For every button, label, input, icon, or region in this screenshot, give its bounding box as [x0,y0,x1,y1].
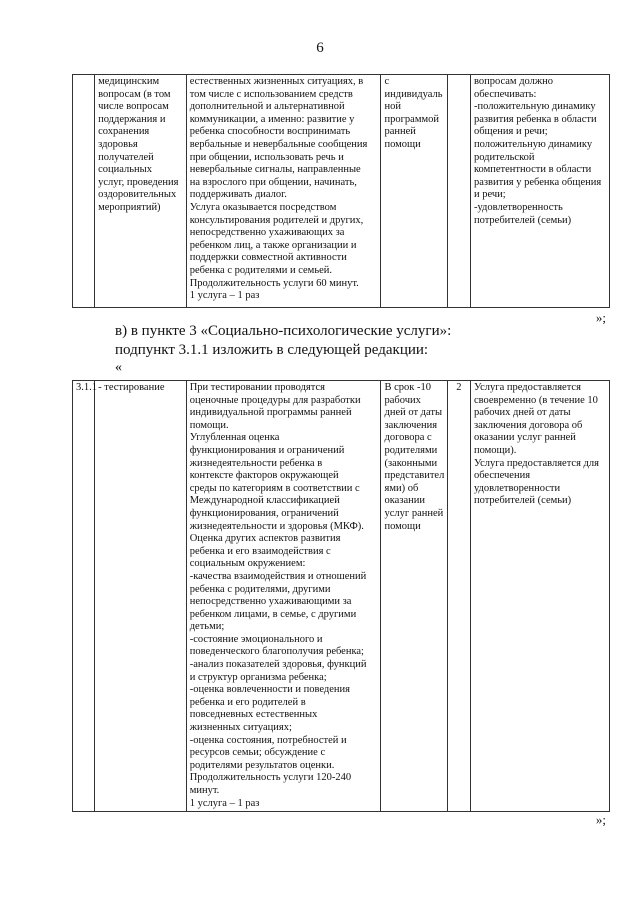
text-line: оказании [384,495,426,507]
text-line: положительную динамику [473,138,593,150]
page-number: 6 [316,40,324,56]
cell-service-description [186,75,381,308]
text-line: с [384,76,390,87]
services-table-testing [72,380,610,812]
text-line: потребителей (семьи) [473,214,572,226]
text-line: функционирования и ограничений [189,444,345,456]
text-line: поведенческого благополучия ребенка; [189,646,364,658]
text-line: сохранения [98,126,150,138]
text-line: родителями результатов оценки. [189,759,335,771]
text-line: родителями [384,444,438,456]
text-line: минут. [189,785,220,796]
text-line: мероприятий) [98,201,161,213]
cell-service-name [95,75,187,308]
text-line: оказании услуг ранней [473,432,576,444]
text-line: дней от даты [384,407,443,419]
amendment-heading: в) в пункте 3 «Социально-психологические услуги»: [115,323,452,339]
cell-number: 3.1.1 [73,381,95,812]
text-line: удовлетворенности [473,482,561,494]
text-line: контексте факторов окружающей [189,470,339,482]
text-line: индивидуаль [384,88,443,100]
cell-service-name: - тестирование [95,381,187,812]
text-line: Оценка других аспектов развития [189,533,341,545]
cell-quality-indicators [470,75,609,308]
text-line: коммуникации, а именно: развитие у [189,113,355,125]
text-line: развития ребенка в области [473,113,597,125]
text-line: помощи [384,520,421,532]
text-line: рабочих дней от даты [473,407,571,419]
text-line: услуг ранней [384,507,444,519]
text-line: заключения договора об [473,419,583,431]
cell-number [73,75,95,308]
text-line: оздоровительных [98,189,177,201]
text-line: медицинским [98,76,160,87]
text-line: индивидуальной программы ранней [189,407,352,419]
text-line: программой [384,113,439,125]
text-line: При тестировании проводятся [189,382,325,393]
text-line: -положительную динамику [473,101,596,113]
text-line: ресурсов семьи; обсуждение с [189,747,326,759]
text-line: вопросам должно [473,76,554,87]
text-line: социальных [98,164,152,176]
text-line: -анализ показателей здоровья, функций [189,659,367,671]
text-line: Услуга предоставляется для [473,457,599,469]
text-line: помощи. [189,419,229,431]
text-line: компетентности в области [473,164,592,176]
text-line: среды по категориям в соответствии с [189,482,360,494]
text-line: (законными [384,457,438,469]
text-line: -оценка вовлеченности и поведения [189,684,350,696]
text-line: и речи; [473,189,506,201]
text-line: помощи). [473,444,517,456]
text-line: консультирования родителей и других, [189,214,364,226]
text-line: ребенка с родителями и семьей. [189,264,333,276]
text-line: родительской [473,151,535,163]
text-line: повседневных естественных [189,709,318,721]
table-row [73,75,610,308]
text-line: ями) об [384,482,419,494]
text-line: обеспечения [473,470,531,482]
text-line: 1 услуга – 1 раз [189,797,260,809]
text-line: своевременно (в течение 10 [473,394,598,406]
text-line: ребенка способности воспринимать [189,126,351,138]
text-line: развития у ребенка общения [473,176,602,188]
text-line: Услуга оказывается посредством [189,201,337,213]
text-line: функционирования, ограничений [189,507,339,519]
text-line: дополнительной и альтернативной [189,101,345,113]
text-line: 1 услуга – 1 раз [189,290,260,302]
text-line: детьми; [189,621,225,633]
text-line: здоровья [98,138,138,150]
text-line: при общении, использовать речь и [189,151,344,163]
closing-quote: »; [595,812,606,827]
cell-service-term [381,381,447,812]
text-line: получателей [98,151,154,163]
text-line: В срок -10 [384,382,431,393]
services-table-continued [72,74,610,308]
text-line: ребенка с родителями, другими [189,583,331,595]
cell-quality-indicators [470,381,609,812]
text-line: обеспечивать: [473,88,537,100]
text-line: том числе с использованием средств [189,88,353,100]
text-line: естественных жизненных ситуациях, в [189,76,364,87]
cell-count [447,75,470,308]
text-line: общения и речи; [473,126,548,138]
text-line: договора с [384,432,432,444]
text-line: на взрослого при общении, начинать, [189,176,357,188]
text-line: поддержания и [98,113,166,125]
text-line: -оценка состояния, потребностей и [189,734,347,746]
text-line: Углубленная оценка [189,432,280,444]
closing-quote: »; [595,310,606,325]
opening-quote: « [115,360,122,375]
text-line: ранней [384,126,416,138]
text-line: жизнедеятельности ребенка в [189,457,323,469]
text-line: непосредственно ухаживающими за [189,596,352,608]
text-line: оценочные процедуры для разработки [189,394,361,406]
cell-service-description [186,381,381,812]
text-line: ребенком лиц, а также организации и [189,239,357,251]
table-row [73,381,610,812]
text-line: жизнедеятельности и здоровья (МКФ). [189,520,364,532]
text-line: Продолжительность услуги 60 минут. [189,277,359,289]
text-line: вербальные и невербальные сообщения [189,138,368,150]
amendment-subheading: подпункт 3.1.1 изложить в следующей редакции: [115,342,429,358]
text-line: числе вопросам [98,101,169,113]
text-line: ребенка и его взаимодействия с [189,545,331,557]
text-line: Международной классификацией [189,495,340,507]
text-line: ребенком лицами, в семье, с другими [189,608,357,620]
text-line: социальным окружением: [189,558,306,570]
text-line: помощи [384,138,421,150]
cell-count: 2 [447,381,470,812]
text-line: поддержки совместной активности [189,252,347,264]
cell-service-term [381,75,447,308]
text-line: невербальные сигналы, направленные [189,164,361,176]
text-line: потребителей (семьи) [473,495,572,507]
text-line: -состояние эмоционального и [189,633,323,645]
text-line: и структур организма ребенка; [189,671,327,683]
text-line: -удовлетворенность [473,201,563,213]
text-line: непосредственно ухаживающих за [189,227,345,239]
text-line: рабочих [384,394,421,406]
text-line: жизненных ситуациях; [189,722,292,734]
text-line: заключения [384,419,438,431]
text-line: Продолжительность услуги 120-240 [189,772,352,784]
text-line: поддерживать диалог. [189,189,287,201]
text-line: услуг, проведения [98,176,179,188]
text-line: -качества взаимодействия и отношений [189,570,367,582]
text-line: вопросам (в том [98,88,171,100]
text-line: представител [384,470,445,482]
text-line: ребенка и его родителей в [189,696,306,708]
text-line: Услуга предоставляется [473,382,581,393]
text-line: ной [384,101,401,113]
